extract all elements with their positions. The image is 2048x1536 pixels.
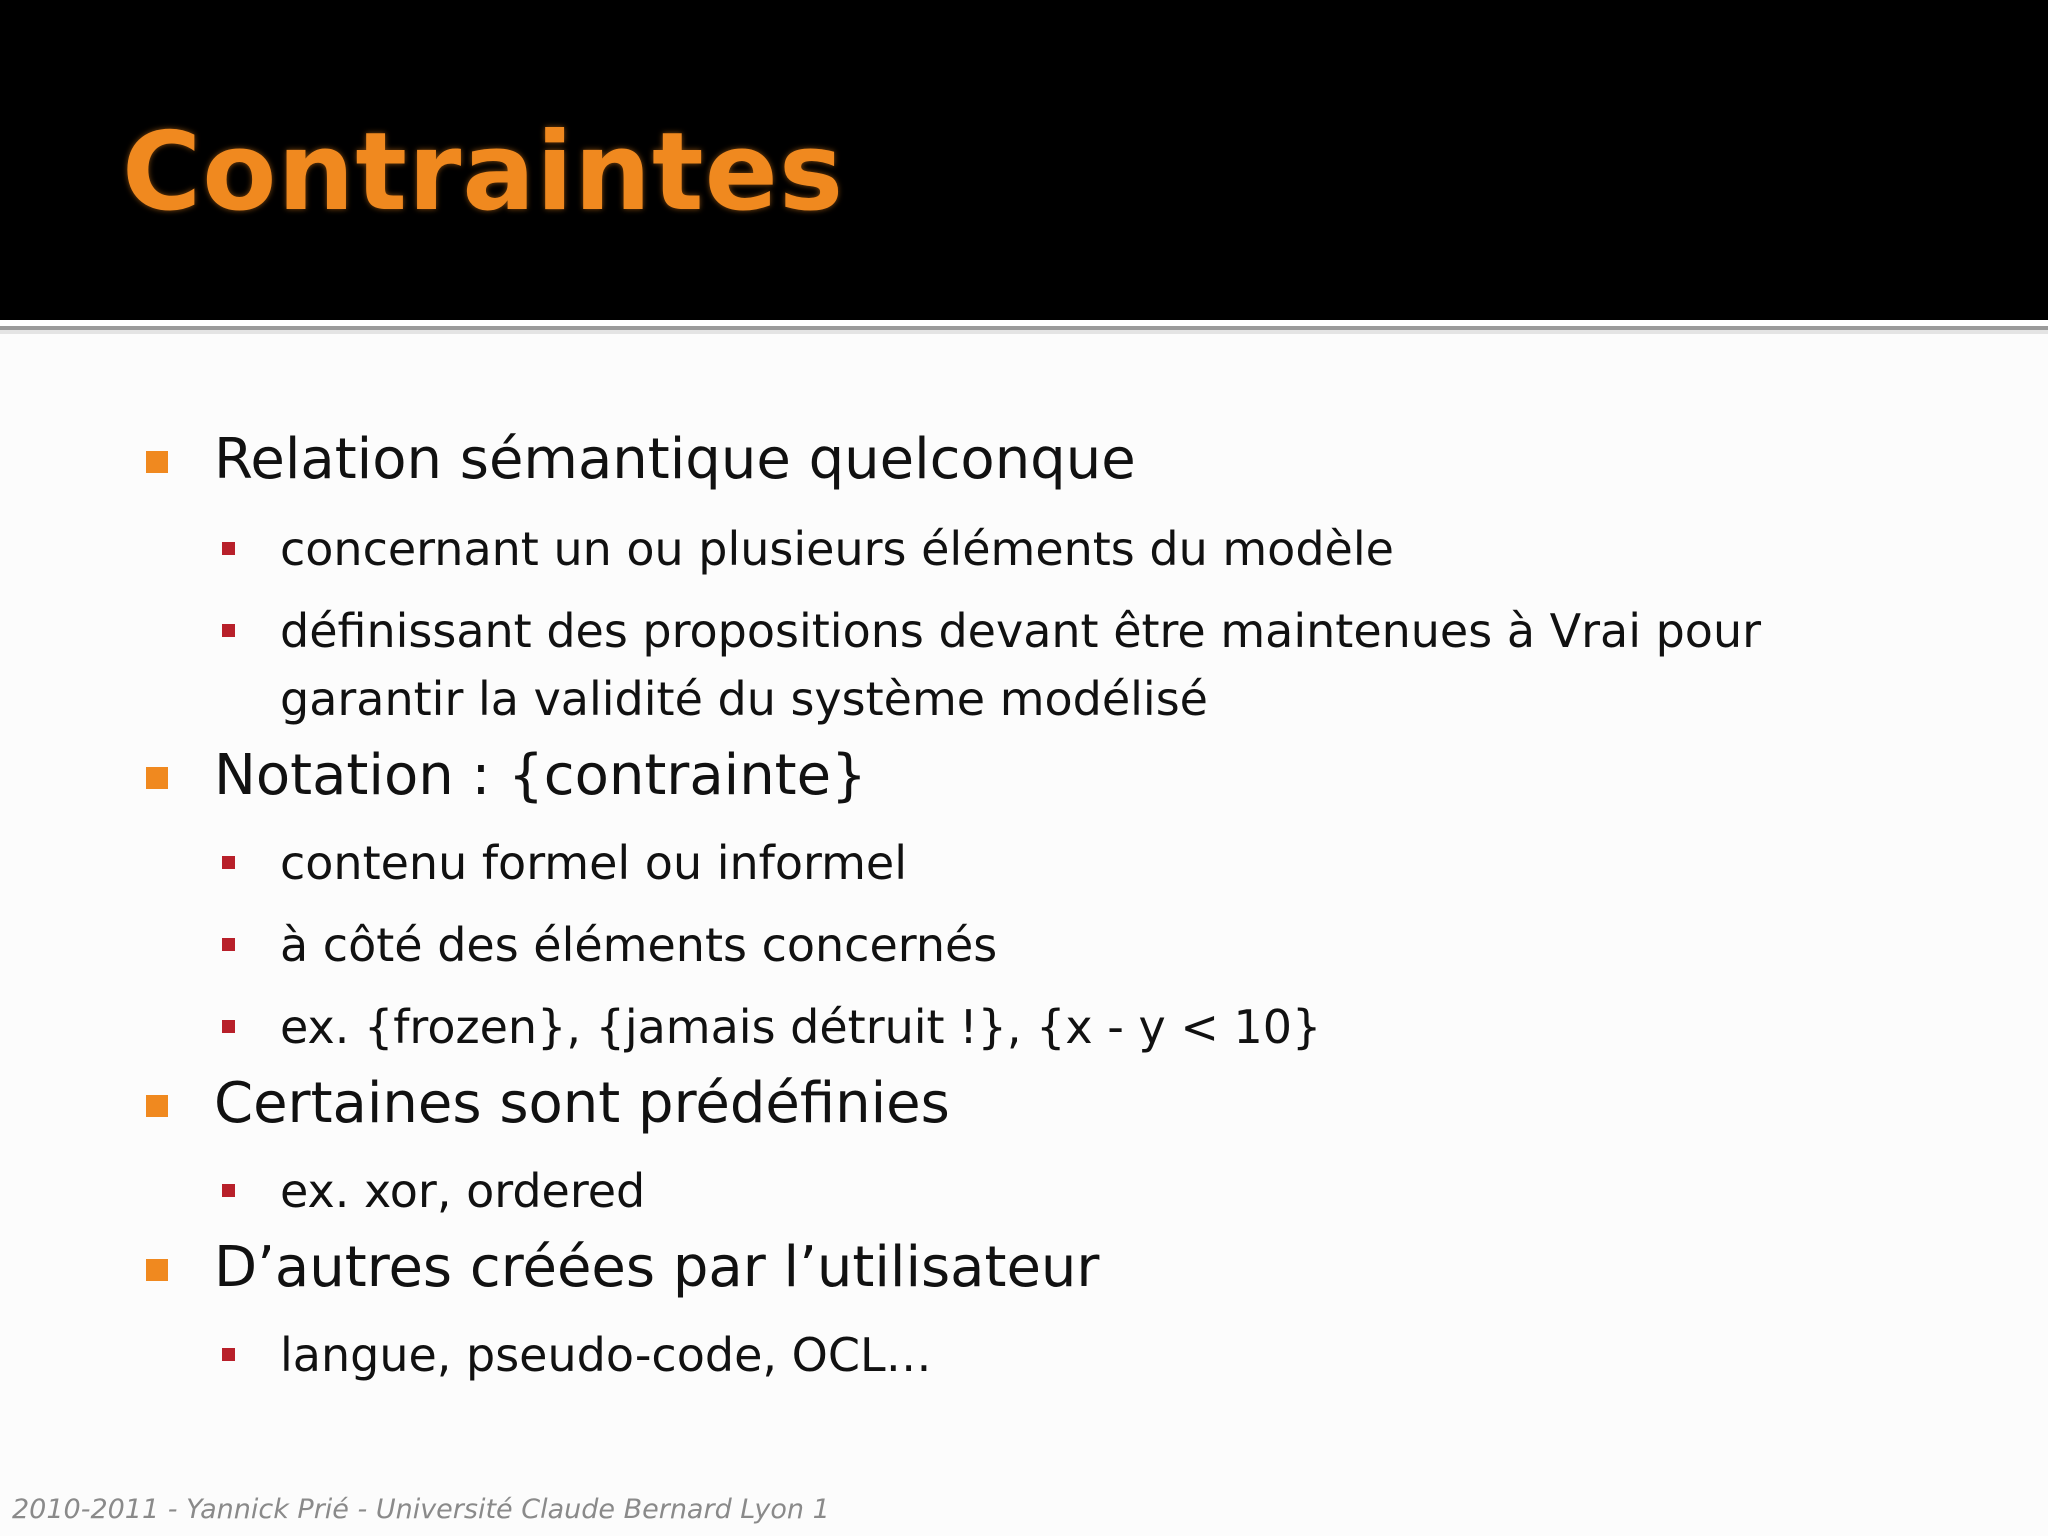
sub-bullet-text: concernant un ou plusieurs éléments du modèle: [280, 522, 1394, 576]
red-square-bullet-icon: [222, 1020, 235, 1033]
sub-bullet-text: langue, pseudo-code, OCL…: [280, 1328, 932, 1382]
slide-footer: 2010-2011 - Yannick Prié - Université Claude Bernard Lyon 1: [12, 1494, 830, 1525]
red-square-bullet-icon: [222, 1184, 235, 1197]
red-square-bullet-icon: [222, 938, 235, 951]
bullet-level1: [0, 1228, 2048, 1308]
sub-bullet-text: définissant des propositions devant être maintenues à Vrai pour: [280, 604, 1762, 658]
bullet-text: D’autres créées par l’utilisateur: [214, 1235, 1100, 1300]
orange-square-bullet-icon: [146, 767, 168, 789]
red-square-bullet-icon: [222, 1348, 235, 1361]
sub-bullet-text: à côté des éléments concernés: [280, 918, 998, 972]
red-square-bullet-icon: [222, 856, 235, 869]
orange-square-bullet-icon: [146, 1259, 168, 1281]
red-square-bullet-icon: [222, 542, 235, 555]
sub-bullet-text: contenu formel ou informel: [280, 836, 907, 890]
bullet-text: Certaines sont prédéfinies: [214, 1071, 950, 1136]
bullet-level1: [0, 736, 2048, 816]
bullet-text: Notation : {contrainte}: [214, 743, 867, 808]
red-square-bullet-icon: [222, 624, 235, 637]
sub-bullet-text-continuation: garantir la validité du système modélisé: [280, 672, 1208, 726]
orange-square-bullet-icon: [146, 1095, 168, 1117]
slide-title: Contraintes: [122, 110, 845, 235]
sub-bullet-text: ex. {frozen}, {jamais détruit !}, {x - y < 10}: [280, 1000, 1322, 1054]
bullet-text: Relation sémantique quelconque: [214, 427, 1136, 492]
bullet-level1: [0, 420, 2048, 500]
sub-bullet-text: ex. xor, ordered: [280, 1164, 646, 1218]
bullet-level1: [0, 1064, 2048, 1144]
orange-square-bullet-icon: [146, 451, 168, 473]
